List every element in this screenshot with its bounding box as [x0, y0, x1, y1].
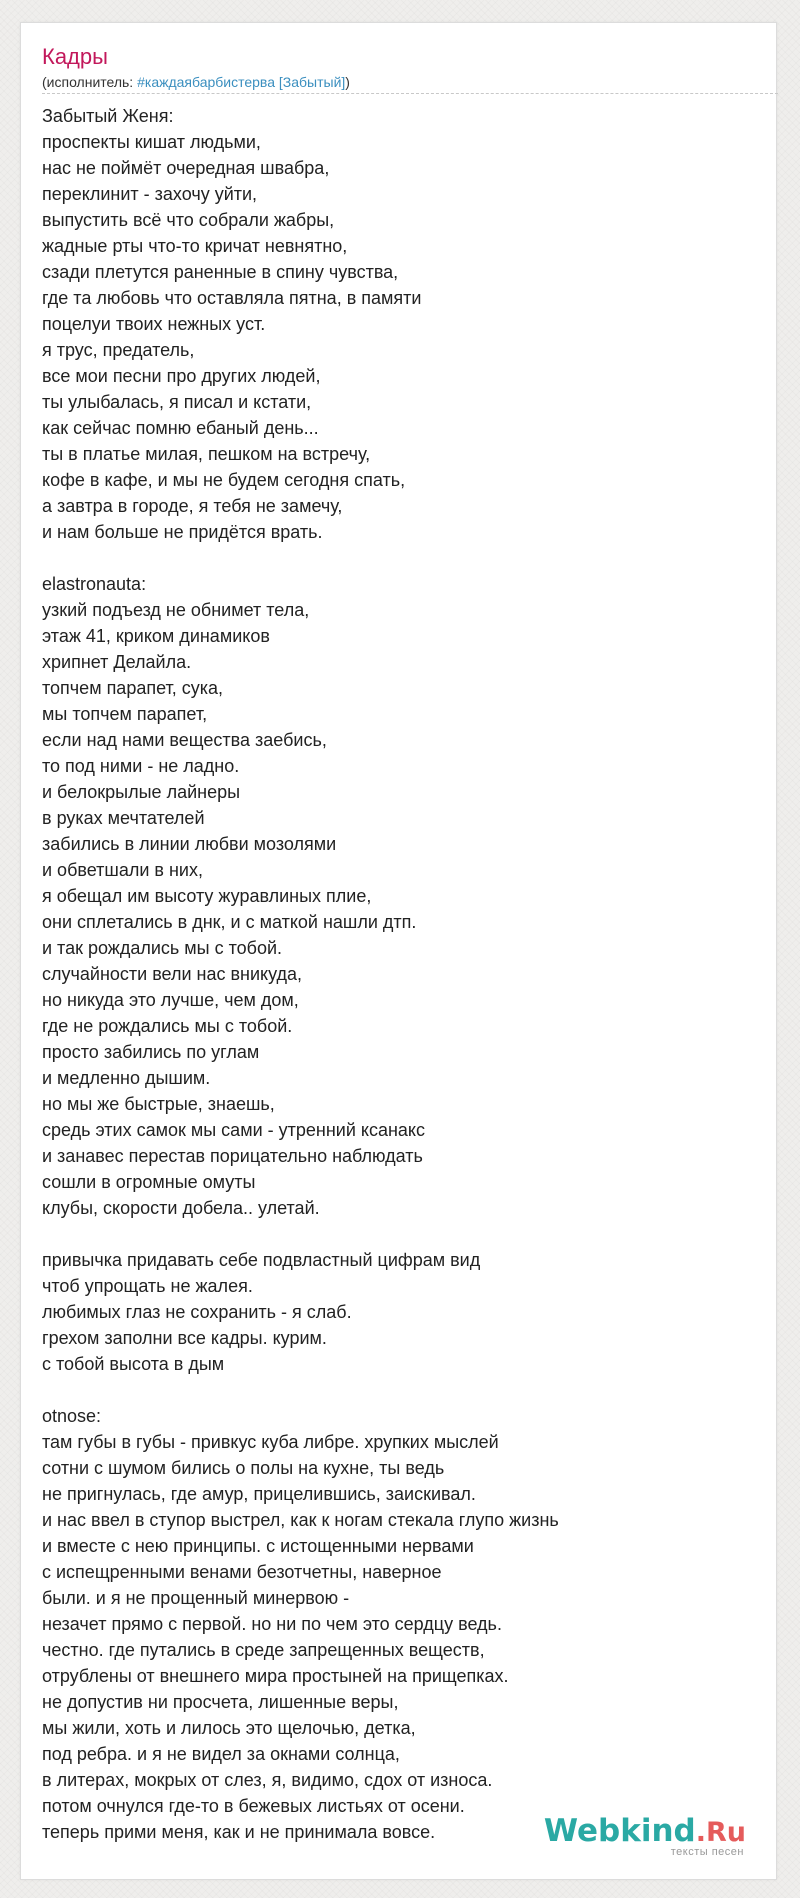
lyric-line: отрублены от внешнего мира простыней на прищепках. [42, 1666, 509, 1686]
lyric-line: и нас ввел в ступор выстрел, как к ногам стекала глупо жизнь [42, 1510, 559, 1530]
lyric-line: мы жили, хоть и лилось это щелочью, детка, [42, 1718, 416, 1738]
lyrics-text [42, 103, 762, 1845]
lyric-line: они сплетались в днк, и с маткой нашли дтп. [42, 912, 417, 932]
performer-line [42, 73, 350, 91]
lyric-line: и так рождались мы с тобой. [42, 938, 283, 958]
lyric-line: мы топчем парапет, [42, 704, 208, 724]
lyric-line [42, 1221, 762, 1247]
lyric-line: жадные рты что-то кричат невнятно, [42, 236, 348, 256]
webkind-logo[interactable] [543, 1813, 746, 1859]
song-title: Кадры [42, 44, 108, 69]
lyric-line: не допустив ни просчета, лишенные веры, [42, 1692, 399, 1712]
lyric-line: и медленно дышим. [42, 1068, 211, 1088]
lyric-line: сзади плетутся раненные в спину чувства, [42, 262, 399, 282]
lyric-line: просто забились по углам [42, 1042, 260, 1062]
lyric-line: чтоб упрощать не жалея. [42, 1276, 253, 1296]
logo-tld-text: .Ru [695, 1817, 746, 1848]
lyric-line: привычка придавать себе подвластный цифрам вид [42, 1250, 481, 1270]
lyric-line: потом очнулся где-то в бежевых листьях от осени. [42, 1796, 465, 1816]
lyric-line: под ребра. и я не видел за окнами солнца, [42, 1744, 400, 1764]
lyrics-card [20, 22, 777, 1880]
lyric-line: и обветшали в них, [42, 860, 203, 880]
lyric-line: незачет прямо с первой. но ни по чем это сердцу ведь. [42, 1614, 502, 1634]
lyric-line: честно. где путались в среде запрещенных веществ, [42, 1640, 485, 1660]
lyric-line: грехом заполни все кадры. курим. [42, 1328, 327, 1348]
lyric-line: otnose: [42, 1406, 102, 1426]
lyric-line: но никуда это лучше, чем дом, [42, 990, 299, 1010]
lyric-line: elastronauta: [42, 574, 147, 594]
lyric-line: и вместе с нею принципы. с истощенными нервами [42, 1536, 474, 1556]
lyric-line: этаж 41, криком динамиков [42, 626, 270, 646]
lyric-line: как сейчас помню ебаный день... [42, 418, 319, 438]
lyric-line: сотни с шумом бились о полы на кухне, ты ведь [42, 1458, 445, 1478]
logo-main-text: Webkind [543, 1813, 696, 1849]
lyric-line: а завтра в городе, я тебя не замечу, [42, 496, 343, 516]
lyric-line: случайности вели нас вникуда, [42, 964, 303, 984]
lyric-line: не пригнулась, где амур, прицелившись, заискивал. [42, 1484, 476, 1504]
logo-subtitle: тексты песен [670, 1846, 744, 1858]
lyric-line: любимых глаз не сохранить - я слаб. [42, 1302, 352, 1322]
lyric-line: и нам больше не придётся врать. [42, 522, 323, 542]
lyric-line: средь этих самок мы сами - утренний ксанакс [42, 1120, 425, 1140]
lyric-line: в литерах, мокрых от слез, я, видимо, сдох от износа. [42, 1770, 493, 1790]
lyric-line: клубы, скорости добела.. улетай. [42, 1198, 320, 1218]
divider [42, 93, 778, 94]
performer-suffix: ) [345, 74, 350, 90]
lyric-line: если над нами вещества заебись, [42, 730, 327, 750]
lyric-line: я трус, предатель, [42, 340, 195, 360]
lyric-line: переклинит - захочу уйти, [42, 184, 258, 204]
lyric-line: где та любовь что оставляла пятна, в памяти [42, 288, 422, 308]
performer-prefix: (исполнитель: [42, 74, 138, 90]
lyric-line: ты в платье милая, пешком на встречу, [42, 444, 371, 464]
lyric-line: забились в линии любви мозолями [42, 834, 337, 854]
lyric-line: там губы в губы - привкус куба либре. хрупких мыслей [42, 1432, 499, 1452]
lyric-line: топчем парапет, сука, [42, 678, 224, 698]
lyric-line: хрипнет Делайла. [42, 652, 192, 672]
performer-link[interactable]: #каждаябарбистерва [Забытый] [137, 74, 346, 90]
lyric-line: нас не поймёт очередная швабра, [42, 158, 330, 178]
lyric-line: с тобой высота в дым [42, 1354, 225, 1374]
lyric-line: то под ними - не ладно. [42, 756, 240, 776]
lyric-line: узкий подъезд не обнимет тела, [42, 600, 310, 620]
lyric-line [42, 545, 762, 571]
lyric-line: ты улыбалась, я писал и кстати, [42, 392, 312, 412]
lyric-line: и занавес перестав порицательно наблюдать [42, 1146, 423, 1166]
lyric-line: Забытый Женя: [42, 106, 174, 126]
lyric-line: я обещал им высоту журавлиных плие, [42, 886, 372, 906]
lyric-line: все мои песни про других людей, [42, 366, 321, 386]
lyric-line [42, 1377, 762, 1403]
lyric-line: выпустить всё что собрали жабры, [42, 210, 335, 230]
lyric-line: сошли в огромные омуты [42, 1172, 256, 1192]
lyric-line: но мы же быстрые, знаешь, [42, 1094, 275, 1114]
lyric-line: теперь прими меня, как и не принимала вовсе. [42, 1822, 436, 1842]
lyric-line: проспекты кишат людьми, [42, 132, 261, 152]
lyric-line: были. и я не прощенный минервою - [42, 1588, 350, 1608]
lyric-line: в руках мечтателей [42, 808, 205, 828]
lyric-line: поцелуи твоих нежных уст. [42, 314, 266, 334]
lyric-line: кофе в кафе, и мы не будем сегодня спать, [42, 470, 406, 490]
lyric-line: и белокрылые лайнеры [42, 782, 241, 802]
lyric-line: где не рождались мы с тобой. [42, 1016, 293, 1036]
lyric-line: с испещренными венами безотчетны, наверное [42, 1562, 442, 1582]
